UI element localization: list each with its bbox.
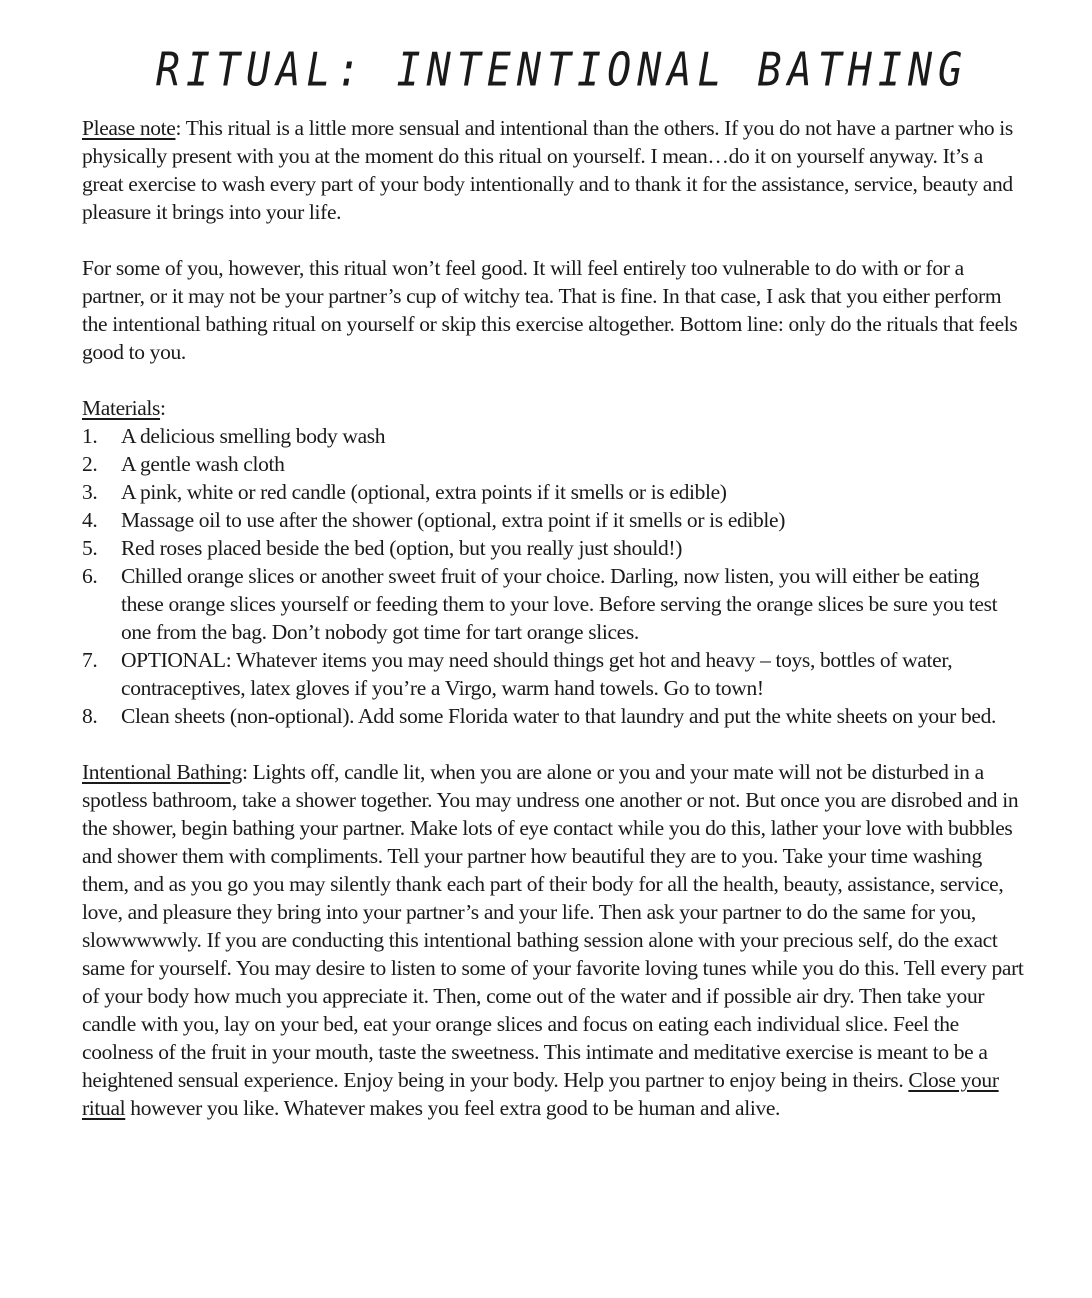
note-text: : This ritual is a little more sensual and intentional than the others. If you do not have a partner who is physically present with you at the moment do this ritual on yourself. I mean…do it on yourself anyway. It’s a great exercise to wash every part of your body intentionally and to thank it for the assistance, service, beauty and pleasure it brings into your life. <box>82 116 1013 224</box>
bathing-label: Intentional Bathing <box>82 760 242 784</box>
list-item-number: 1. <box>82 424 98 448</box>
list-item <box>82 646 1024 702</box>
list-item-number: 7. <box>82 648 98 672</box>
materials-heading <box>82 394 1024 422</box>
list-item-text: A pink, white or red candle (optional, extra points if it smells or is edible) <box>121 480 727 504</box>
list-item-text: Clean sheets (non-optional). Add some Florida water to that laundry and put the white sheets on your bed. <box>121 704 997 728</box>
list-item <box>82 506 1024 534</box>
list-item <box>82 450 1024 478</box>
list-item-text: A delicious smelling body wash <box>121 424 386 448</box>
list-item-text: Red roses placed beside the bed (option, but you really just should!) <box>121 536 683 560</box>
materials-list <box>82 422 1024 730</box>
list-item-text: OPTIONAL: Whatever items you may need should things get hot and heavy – toys, bottles of water, contraceptives, latex gloves if you’re a Virgo, warm hand towels. Go to town! <box>121 648 953 700</box>
list-item-number: 6. <box>82 564 98 588</box>
list-item <box>82 534 1024 562</box>
list-item-number: 8. <box>82 704 98 728</box>
list-item-number: 3. <box>82 480 98 504</box>
list-item <box>82 478 1024 506</box>
page-title: RITUAL: INTENTIONAL BATHING <box>155 44 969 97</box>
note-label: Please note <box>82 116 176 140</box>
bathing-paragraph <box>82 758 1024 1122</box>
close-ritual-label: Close your ritual <box>82 1068 999 1120</box>
document-page <box>82 36 1024 1150</box>
list-item-text: A gentle wash cloth <box>121 452 285 476</box>
materials-suffix: : <box>160 396 166 420</box>
materials-label: Materials <box>82 396 161 420</box>
list-item <box>82 562 1024 646</box>
list-item-text: Chilled orange slices or another sweet fruit of your choice. Darling, now listen, you will either be eating these orange slices yourself or feeding them to your love. Before serving the orange slices be sure you test one from the bag. Don’t nobody got time for tart orange slices. <box>121 564 998 644</box>
list-item <box>82 702 1024 730</box>
list-item-number: 4. <box>82 508 98 532</box>
list-item-number: 2. <box>82 452 98 476</box>
note-paragraph <box>82 114 1024 226</box>
close-ritual-text: however you like. Whatever makes you feel extra good to be human and alive. <box>125 1096 781 1120</box>
caveat-paragraph: For some of you, however, this ritual won’t feel good. It will feel entirely too vulnerable to do with or for a partner, or it may not be your partner’s cup of witchy tea. That is fine. In that case, I ask that you either perform the intentional bathing ritual on yourself or skip this exercise altogether. Bottom line: only do the rituals that feels good to you. <box>82 256 1018 364</box>
list-item <box>82 422 1024 450</box>
bathing-text: : Lights off, candle lit, when you are alone or you and your mate will not be disturbed in a spotless bathroom, take a shower together. You may undress one another or not. But once you are disrobed and in the shower, begin bathing your partner. Make lots of eye contact while you do this, lather your love with bubbles and shower them with compliments. Tell your partner how beautiful they are to you. Take your time washing them, and as you go you may silently thank each part of their body for all the health, beauty, assistance, service, love, and pleasure they bring into your partner’s and your life. Then ask your partner to do the same for you, slowwwwwly. If you are conducting this intentional bathing session alone with your precious self, do the exact same for yourself. You may desire to listen to some of your favorite loving tunes while you do this. Tell every part of your body how much you appreciate it. Then, come out of the water and if possible air dry. Then take your candle with you, lay on your bed, eat your orange slices and focus on eating each individual slice. Feel the coolness of the fruit in your mouth, taste the sweetness. This intimate and meditative exercise is meant to be a heightened sensual experience. Enjoy being in your body. Help you partner to enjoy being in theirs. <box>82 760 1024 1092</box>
list-item-text: Massage oil to use after the shower (optional, extra point if it smells or is edible) <box>121 508 786 532</box>
list-item-number: 5. <box>82 536 98 560</box>
